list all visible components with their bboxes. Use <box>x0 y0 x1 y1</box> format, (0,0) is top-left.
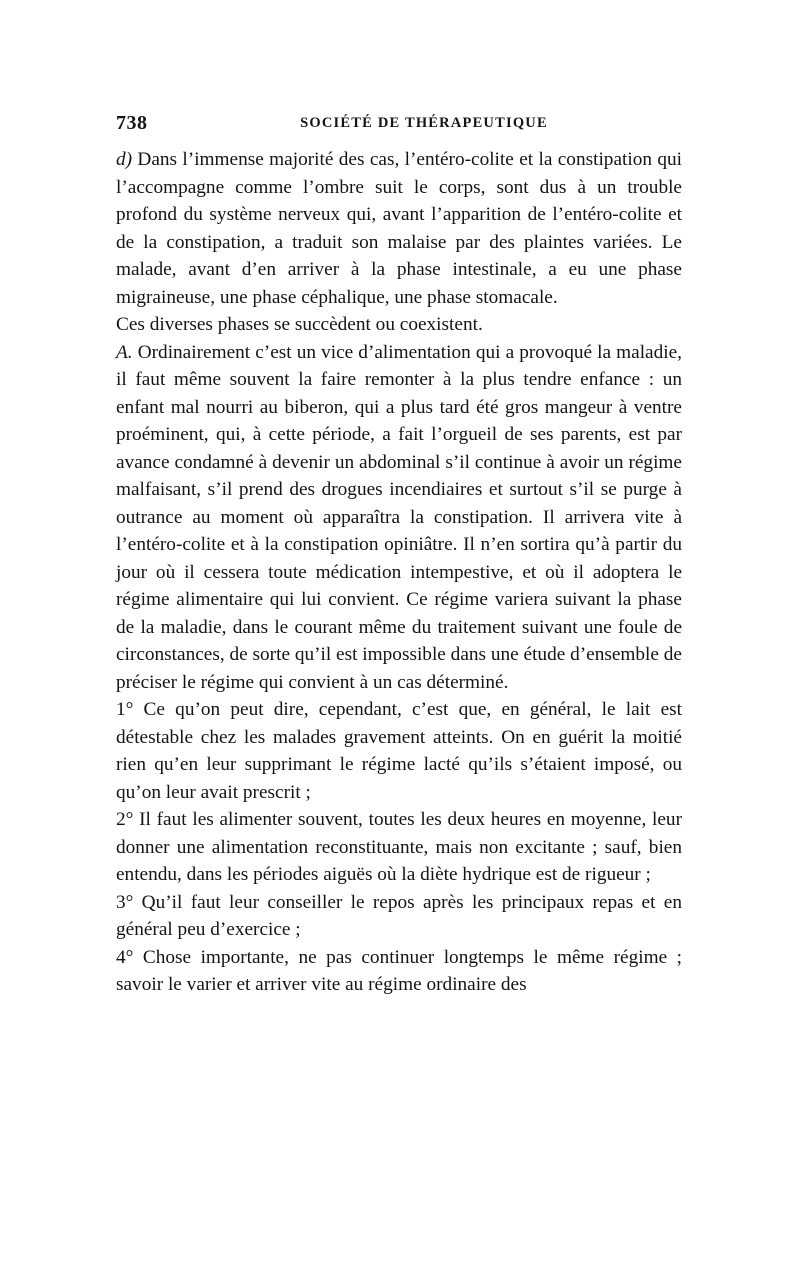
body-text <box>116 146 682 999</box>
document-page <box>116 112 682 999</box>
paragraph-text: 3° Qu’il faut leur conseiller le repos après les principaux repas et en général peu d’exercice ; <box>116 891 682 940</box>
running-header <box>116 112 682 146</box>
paragraph-item-3 <box>116 889 682 944</box>
paragraph-text: Ces diverses phases se succèdent ou coexistent. <box>116 314 483 335</box>
page-number: 738 <box>116 112 148 134</box>
paragraph-item-2 <box>116 806 682 889</box>
paragraph-text: 4° Chose importante, ne pas continuer longtemps le même régime ; savoir le varier et arriver vite au régime ordinaire des <box>116 946 682 995</box>
paragraph-lead: d) <box>116 149 133 170</box>
paragraph-text: 1° Ce qu’on peut dire, cependant, c’est que, en général, le lait est détestable chez les malades gravement atteints. On en guérit la moitié rien qu’en leur supprimant le régime lacté qu’ils s’étaient imposé, ou qu’on leur avait prescrit ; <box>116 699 682 803</box>
paragraph-text: Ordinairement c’est un vice d’alimentation qui a provoqué la maladie, il faut même souvent la faire remonter à la plus tendre enfance : un enfant mal nourri au biberon, qui a plus tard été gros mangeur à ventre proéminent, qui, à cette période, a fait l’orgueil de ses parents, est par avance condamné à devenir un abdominal s’il continue à avoir un régime malfaisant, s’il prend des drogues incendiaires et surtout s’il se purge à outrance au moment où apparaîtra la constipation. Il arrivera vite à l’entéro-colite et à la constipation opiniâtre. Il n’en sortira qu’à partir du jour où il cessera toute médication intempestive, et où il adoptera le régime alimentaire qui lui convient. Ce régime variera suivant la phase de la maladie, dans le courant même du traitement suivant une foule de circonstances, de sorte qu’il est impossible dans une étude d’ensemble de préciser le régime qui convient à un cas déterminé. <box>116 341 682 693</box>
paragraph-a <box>116 339 682 697</box>
running-title: SOCIÉTÉ DE THÉRAPEUTIQUE <box>300 115 548 131</box>
paragraph-item-1 <box>116 696 682 806</box>
paragraph-text: Dans l’immense majorité des cas, l’entéro-colite et la constipation qui l’accompagne comme l’ombre suit le corps, sont dus à un trouble profond du système nerveux qui, avant l’apparition de l’entéro-colite et de la constipation, a traduit son malaise par des plaintes variées. Le malade, avant d’en arriver à la phase intestinale, a eu une phase migraineuse, une phase céphalique, une phase stomacale. <box>116 149 682 308</box>
paragraph-phases <box>116 311 682 339</box>
paragraph-item-4 <box>116 944 682 999</box>
paragraph-d <box>116 146 682 311</box>
paragraph-lead: A. <box>116 341 133 363</box>
paragraph-text: 2° Il faut les alimenter souvent, toutes les deux heures en moyenne, leur donner une alimentation reconstituante, mais non excitante ; sauf, bien entendu, dans les périodes aiguës où la diète hydrique est de rigueur ; <box>116 809 682 885</box>
